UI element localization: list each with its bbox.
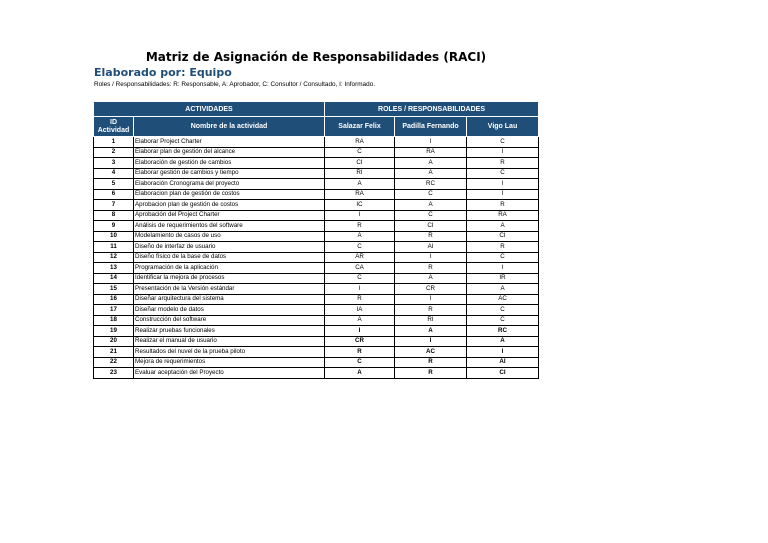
activity-name-cell: Elaboracion plan de gestión de costos <box>134 189 325 200</box>
table-row <box>94 189 539 200</box>
role-vigo-cell: CI <box>467 368 539 379</box>
activity-id-cell: 12 <box>94 252 134 263</box>
activity-id-cell: 21 <box>94 347 134 358</box>
role-padilla-cell: RC <box>395 179 467 190</box>
role-vigo-cell: C <box>467 315 539 326</box>
document-subtitle: Elaborado por: Equipo <box>94 66 232 79</box>
role-padilla-cell: I <box>395 294 467 305</box>
column-header-row <box>94 117 539 137</box>
role-vigo-cell: CI <box>467 231 539 242</box>
role-padilla-cell: RI <box>395 315 467 326</box>
activity-name-cell: Análisis de requerimientos del software <box>134 221 325 232</box>
role-salazar-cell: AR <box>325 252 395 263</box>
document-title: Matriz de Asignación de Responsabilidades (RACI) <box>145 50 487 64</box>
role-salazar-header: Salazar Felix <box>325 117 395 137</box>
table-row <box>94 315 539 326</box>
role-salazar-cell: I <box>325 326 395 337</box>
table-row <box>94 336 539 347</box>
role-salazar-cell: C <box>325 242 395 253</box>
activity-name-cell: Evaluar aceptación del Proyecto <box>134 368 325 379</box>
activity-name-cell: Presentación de la Versión estándar <box>134 284 325 295</box>
table-row <box>94 221 539 232</box>
role-salazar-cell: CI <box>325 158 395 169</box>
role-vigo-cell: AC <box>467 294 539 305</box>
activity-name-cell: Diseño de interfaz de usuario <box>134 242 325 253</box>
name-column-header: Nombre de la actividad <box>134 117 325 137</box>
table-row <box>94 263 539 274</box>
role-salazar-cell: R <box>325 221 395 232</box>
role-vigo-cell: R <box>467 158 539 169</box>
roles-group-header: ROLES / RESPONSABILIDADES <box>325 102 539 117</box>
role-vigo-cell: I <box>467 179 539 190</box>
role-salazar-cell: IA <box>325 305 395 316</box>
activity-name-cell: Identificar la mejora de procesos <box>134 273 325 284</box>
activity-id-cell: 22 <box>94 357 134 368</box>
activity-name-cell: Aprobación del Project Charter <box>134 210 325 221</box>
activity-id-cell: 14 <box>94 273 134 284</box>
role-padilla-cell: R <box>395 305 467 316</box>
role-padilla-cell: A <box>395 326 467 337</box>
activity-id-cell: 5 <box>94 179 134 190</box>
activity-name-cell: Mejora de requerimientos <box>134 357 325 368</box>
role-padilla-cell: AC <box>395 347 467 358</box>
role-padilla-cell: AI <box>395 242 467 253</box>
activity-id-cell: 6 <box>94 189 134 200</box>
role-padilla-header: Padilla Fernando <box>395 117 467 137</box>
activity-id-cell: 10 <box>94 231 134 242</box>
activity-name-cell: Diseñar modelo de datos <box>134 305 325 316</box>
role-vigo-cell: I <box>467 347 539 358</box>
activity-id-cell: 18 <box>94 315 134 326</box>
role-salazar-cell: IC <box>325 200 395 211</box>
group-header-row <box>94 102 539 117</box>
activity-id-cell: 13 <box>94 263 134 274</box>
role-salazar-cell: R <box>325 347 395 358</box>
role-vigo-cell: A <box>467 336 539 347</box>
role-vigo-cell: R <box>467 200 539 211</box>
id-column-header: ID Actividad <box>94 117 134 137</box>
activity-id-cell: 19 <box>94 326 134 337</box>
activity-name-cell: Aprobacion plan de gestión de costos <box>134 200 325 211</box>
activity-name-cell: Elaborar gestión de cambios y tiempo <box>134 168 325 179</box>
role-padilla-cell: A <box>395 168 467 179</box>
role-salazar-cell: A <box>325 368 395 379</box>
table-row <box>94 168 539 179</box>
role-salazar-cell: CA <box>325 263 395 274</box>
role-salazar-cell: A <box>325 315 395 326</box>
role-padilla-cell: CR <box>395 284 467 295</box>
activity-id-cell: 2 <box>94 147 134 158</box>
activity-name-cell: Modelamiento de casos de uso <box>134 231 325 242</box>
table-row <box>94 368 539 379</box>
role-salazar-cell: RA <box>325 137 395 148</box>
role-padilla-cell: R <box>395 357 467 368</box>
activity-name-cell: Diseñar arquitectura del sistema <box>134 294 325 305</box>
role-salazar-cell: CR <box>325 336 395 347</box>
role-padilla-cell: C <box>395 189 467 200</box>
role-salazar-cell: RA <box>325 189 395 200</box>
role-salazar-cell: A <box>325 231 395 242</box>
role-padilla-cell: A <box>395 273 467 284</box>
role-vigo-cell: A <box>467 221 539 232</box>
role-salazar-cell: A <box>325 179 395 190</box>
activity-name-cell: Resultados del nuvel de la prueba piloto <box>134 347 325 358</box>
table-row <box>94 252 539 263</box>
role-padilla-cell: A <box>395 158 467 169</box>
role-padilla-cell: R <box>395 231 467 242</box>
activity-name-cell: Diseño físico de la base de datos <box>134 252 325 263</box>
table-row <box>94 200 539 211</box>
role-salazar-cell: R <box>325 294 395 305</box>
role-vigo-cell: AI <box>467 357 539 368</box>
activity-id-cell: 15 <box>94 284 134 295</box>
raci-matrix-table <box>93 101 539 379</box>
activity-id-cell: 4 <box>94 168 134 179</box>
role-padilla-cell: RA <box>395 147 467 158</box>
activity-id-cell: 8 <box>94 210 134 221</box>
role-vigo-cell: R <box>467 242 539 253</box>
role-vigo-cell: C <box>467 252 539 263</box>
role-vigo-cell: RC <box>467 326 539 337</box>
table-row <box>94 357 539 368</box>
activity-name-cell: Realizar el manual de usuario <box>134 336 325 347</box>
table-row <box>94 273 539 284</box>
role-padilla-cell: A <box>395 200 467 211</box>
activity-name-cell: Elaborar Project Charter <box>134 137 325 148</box>
activity-name-cell: Realizar pruebas funcionales <box>134 326 325 337</box>
activity-name-cell: Construcción del software <box>134 315 325 326</box>
role-padilla-cell: C <box>395 210 467 221</box>
role-padilla-cell: I <box>395 252 467 263</box>
table-row <box>94 294 539 305</box>
role-padilla-cell: CI <box>395 221 467 232</box>
table-row <box>94 137 539 148</box>
role-vigo-cell: C <box>467 137 539 148</box>
activity-id-cell: 7 <box>94 200 134 211</box>
role-salazar-cell: I <box>325 284 395 295</box>
activity-id-cell: 16 <box>94 294 134 305</box>
activity-id-cell: 20 <box>94 336 134 347</box>
table-row <box>94 158 539 169</box>
activity-name-cell: Elaboración de gestión de cambios <box>134 158 325 169</box>
table-row <box>94 231 539 242</box>
role-padilla-cell: I <box>395 336 467 347</box>
role-salazar-cell: I <box>325 210 395 221</box>
activity-id-cell: 9 <box>94 221 134 232</box>
activity-id-cell: 23 <box>94 368 134 379</box>
raci-table-body <box>94 137 539 379</box>
role-salazar-cell: C <box>325 357 395 368</box>
table-row <box>94 210 539 221</box>
table-row <box>94 242 539 253</box>
activity-id-cell: 11 <box>94 242 134 253</box>
table-row <box>94 179 539 190</box>
table-row <box>94 326 539 337</box>
role-vigo-cell: I <box>467 189 539 200</box>
activity-name-cell: Elaboración Cronograma del proyecto <box>134 179 325 190</box>
role-vigo-cell: IR <box>467 273 539 284</box>
activity-name-cell: Elaborar plan de gestión del alcance <box>134 147 325 158</box>
activity-id-cell: 3 <box>94 158 134 169</box>
role-salazar-cell: RI <box>325 168 395 179</box>
role-padilla-cell: I <box>395 137 467 148</box>
role-vigo-cell: RA <box>467 210 539 221</box>
activity-id-cell: 1 <box>94 137 134 148</box>
table-row <box>94 347 539 358</box>
role-padilla-cell: R <box>395 368 467 379</box>
table-row <box>94 147 539 158</box>
role-salazar-cell: C <box>325 273 395 284</box>
role-vigo-cell: A <box>467 284 539 295</box>
roles-legend: Roles / Responsabilidades: R: Responsable, A: Aprobador, C: Consultor / Consultado, I: Informado. <box>94 81 375 88</box>
role-vigo-cell: C <box>467 305 539 316</box>
role-vigo-cell: C <box>467 168 539 179</box>
activity-name-cell: Programación de la aplicación <box>134 263 325 274</box>
activities-group-header: ACTIVIDADES <box>94 102 325 117</box>
role-vigo-cell: I <box>467 147 539 158</box>
table-row <box>94 305 539 316</box>
table-row <box>94 284 539 295</box>
role-salazar-cell: C <box>325 147 395 158</box>
role-padilla-cell: R <box>395 263 467 274</box>
role-vigo-cell: I <box>467 263 539 274</box>
activity-id-cell: 17 <box>94 305 134 316</box>
role-vigo-header: Vigo Lau <box>467 117 539 137</box>
